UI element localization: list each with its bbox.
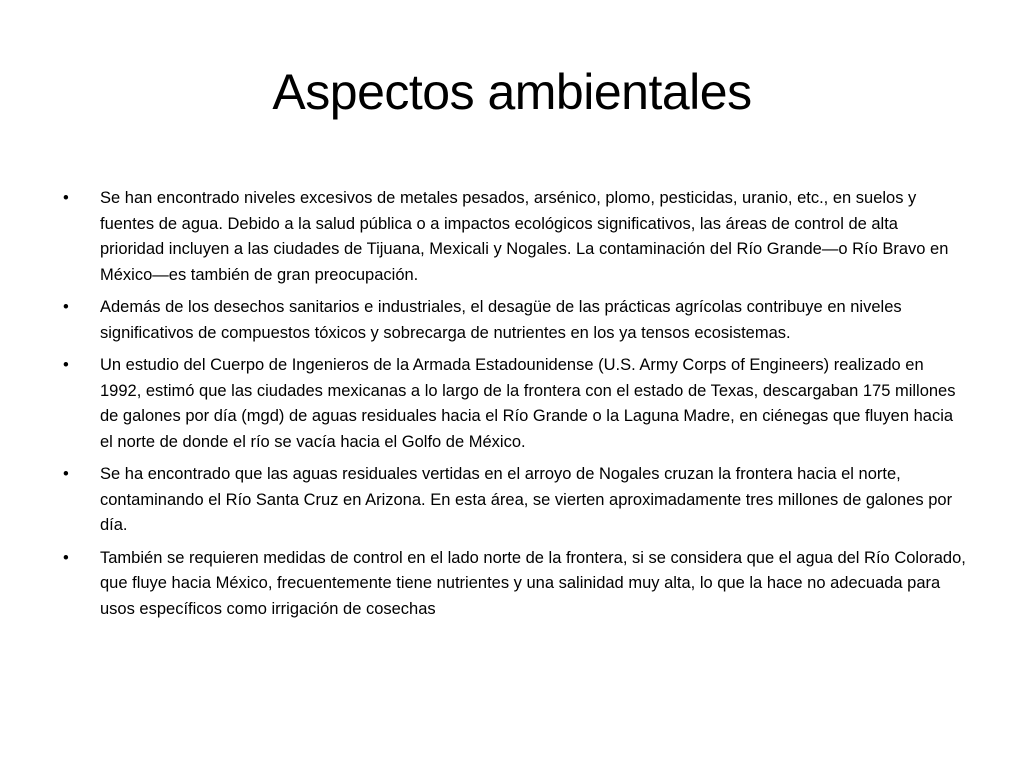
bullet-text: Además de los desechos sanitarios e industriales, el desagüe de las prácticas agrícolas contribuye en niveles significativos de compuestos tóxicos y sobrecarga de nutrientes en los ya tensos ecosistemas. xyxy=(100,298,902,342)
bullet-item xyxy=(60,462,966,539)
bullet-icon: • xyxy=(63,356,69,374)
bullet-text: Se ha encontrado que las aguas residuales vertidas en el arroyo de Nogales cruzan la frontera hacia el norte, contaminando el Río Santa Cruz en Arizona. En esta área, se vierten aproximadamente tres millones de galones por día. xyxy=(100,465,953,534)
bullet-icon: • xyxy=(63,189,69,207)
bullet-text: Se han encontrado niveles excesivos de metales pesados, arsénico, plomo, pesticidas, uranio, etc., en suelos y fuentes de agua. Debido a la salud pública o a impactos ecológicos significativos, las áreas de control de alta prioridad incluyen a las ciudades de Tijuana, Mexicali y Nogales. La contaminación del Río Grande—o Río Bravo en México—es también de gran preocupación. xyxy=(100,189,949,284)
bullet-icon: • xyxy=(63,298,69,316)
bullet-item xyxy=(60,353,966,455)
bullet-list xyxy=(60,186,966,629)
bullet-item xyxy=(60,295,966,346)
slide-title: Aspectos ambientales xyxy=(272,64,752,120)
bullet-icon: • xyxy=(63,548,69,567)
bullet-item xyxy=(60,546,966,623)
bullet-text: Un estudio del Cuerpo de Ingenieros de la Armada Estadounidense (U.S. Army Corps of Engineers) realizado en 1992, estimó que las ciudades mexicanas a lo largo de la frontera con el estado de Texas, descargaban 175 millones de galones por día (mgd) de aguas residuales hacia el Río Grande o la Laguna Madre, en ciénegas que fluyen hacia el norte de donde el río se vacía hacia el Golfo de México. xyxy=(100,356,956,451)
bullet-text: También se requieren medidas de control en el lado norte de la frontera, si se considera que el agua del Río Colorado, que fluye hacia México, frecuentemente tiene nutrientes y una salinidad muy alta, lo que la hace no adecuada para usos específicos como irrigación de cosechas xyxy=(100,548,966,618)
bullet-item xyxy=(60,186,966,288)
bullet-icon: • xyxy=(63,465,69,483)
